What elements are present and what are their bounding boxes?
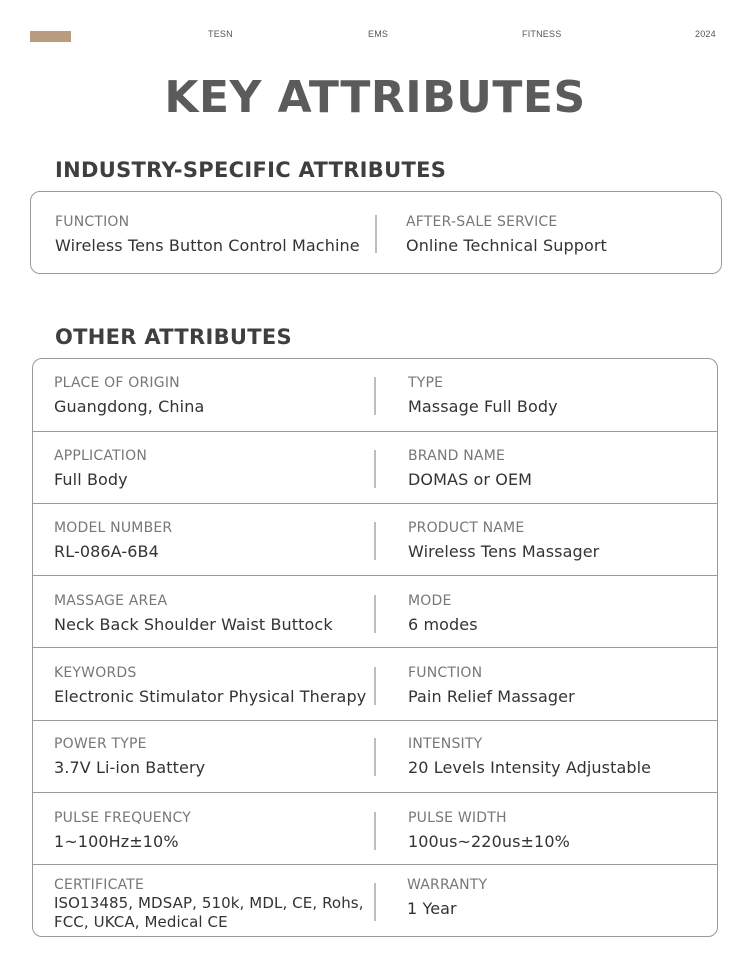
attribute-cell-power-type [54, 736, 205, 777]
other-attributes-box [32, 358, 718, 937]
attribute-label: PRODUCT NAME [408, 520, 525, 536]
attribute-value: 100us~220us±10% [408, 832, 570, 851]
attribute-value-line: ISO13485, MDSAP, 510k, MDL, CE, Rohs, [54, 894, 364, 912]
nav-item-year: 2024 [695, 29, 716, 39]
column-divider [374, 667, 376, 705]
attribute-cell-brand-name [408, 448, 532, 489]
nav-item-fitness: FITNESS [522, 29, 562, 39]
column-divider [374, 883, 376, 921]
attribute-cell-function [55, 214, 360, 255]
attribute-value: Massage Full Body [408, 397, 558, 416]
attribute-label: WARRANTY [407, 877, 488, 893]
column-divider [374, 738, 376, 776]
row-divider [33, 575, 717, 576]
attribute-value: Electronic Stimulator Physical Therapy [54, 687, 367, 706]
other-section-title: OTHER ATTRIBUTES [55, 325, 292, 349]
attribute-value: 3.7V Li-ion Battery [54, 758, 206, 777]
attribute-value: Guangdong, China [54, 397, 205, 416]
column-divider [374, 450, 376, 488]
nav-item-ems: EMS [368, 29, 389, 39]
attribute-value: 1~100Hz±10% [54, 832, 179, 851]
attribute-label: AFTER-SALE SERVICE [406, 214, 558, 230]
attribute-label: FUNCTION [408, 665, 483, 681]
nav-item-tesn: TESN [208, 29, 233, 39]
attribute-label: BRAND NAME [408, 448, 506, 464]
attribute-cell-certificate [54, 877, 364, 932]
attribute-cell-pulse-frequency [54, 810, 191, 851]
attribute-label: TYPE [408, 375, 444, 391]
row-divider [33, 792, 717, 793]
attribute-cell-after-sale-service [406, 214, 607, 255]
attribute-value: Full Body [54, 470, 128, 489]
industry-section-title: INDUSTRY-SPECIFIC ATTRIBUTES [55, 158, 447, 182]
attribute-label: MODE [408, 593, 452, 609]
attribute-cell-type [408, 375, 558, 416]
column-divider [374, 812, 376, 850]
attribute-label: MODEL NUMBER [54, 520, 173, 536]
attribute-value-line: FCC, UKCA, Medical CE [54, 913, 228, 931]
attribute-value: RL-086A-6B4 [54, 542, 159, 561]
attribute-label: POWER TYPE [54, 736, 147, 752]
attribute-cell-pulse-width [408, 810, 570, 851]
attribute-cell-application [54, 448, 147, 489]
attribute-cell-intensity [408, 736, 651, 777]
attribute-value: 6 modes [408, 615, 478, 634]
brand-accent-bar [30, 31, 71, 42]
column-divider [374, 595, 376, 633]
attribute-cell-massage-area [54, 593, 333, 634]
attribute-value: 1 Year [407, 899, 457, 918]
attribute-value: Online Technical Support [406, 236, 607, 255]
attribute-value: Neck Back Shoulder Waist Buttock [54, 615, 333, 634]
column-divider [374, 377, 376, 415]
attribute-cell-function [408, 665, 575, 706]
attribute-cell-warranty [407, 877, 487, 918]
attribute-cell-place-of-origin [54, 375, 204, 416]
industry-attributes-box [30, 191, 722, 274]
attribute-cell-keywords [54, 665, 366, 706]
attribute-value: 20 Levels Intensity Adjustable [408, 758, 652, 777]
attribute-label: PULSE FREQUENCY [54, 810, 191, 826]
attribute-label: FUNCTION [55, 214, 130, 230]
page-title: KEY ATTRIBUTES [164, 72, 586, 123]
row-divider [33, 864, 717, 865]
attribute-label: APPLICATION [54, 448, 148, 464]
column-divider [375, 215, 377, 253]
row-divider [33, 720, 717, 721]
attribute-label: PLACE OF ORIGIN [54, 375, 180, 391]
attribute-cell-mode [408, 593, 478, 634]
attribute-value: Pain Relief Massager [408, 687, 575, 706]
row-divider [33, 503, 717, 504]
row-divider [33, 431, 717, 432]
attribute-label: CERTIFICATE [54, 877, 145, 893]
row-divider [33, 647, 717, 648]
attribute-label: MASSAGE AREA [54, 593, 168, 609]
column-divider [374, 522, 376, 560]
attribute-value: Wireless Tens Massager [408, 542, 600, 561]
attribute-cell-product-name [408, 520, 599, 561]
attribute-label: PULSE WIDTH [408, 810, 507, 826]
attribute-value: DOMAS or OEM [408, 470, 533, 489]
attribute-label: KEYWORDS [54, 665, 137, 681]
attribute-label: INTENSITY [408, 736, 483, 752]
attribute-cell-model-number [54, 520, 172, 561]
top-bar [0, 0, 750, 60]
attribute-value: Wireless Tens Button Control Machine [55, 236, 360, 255]
